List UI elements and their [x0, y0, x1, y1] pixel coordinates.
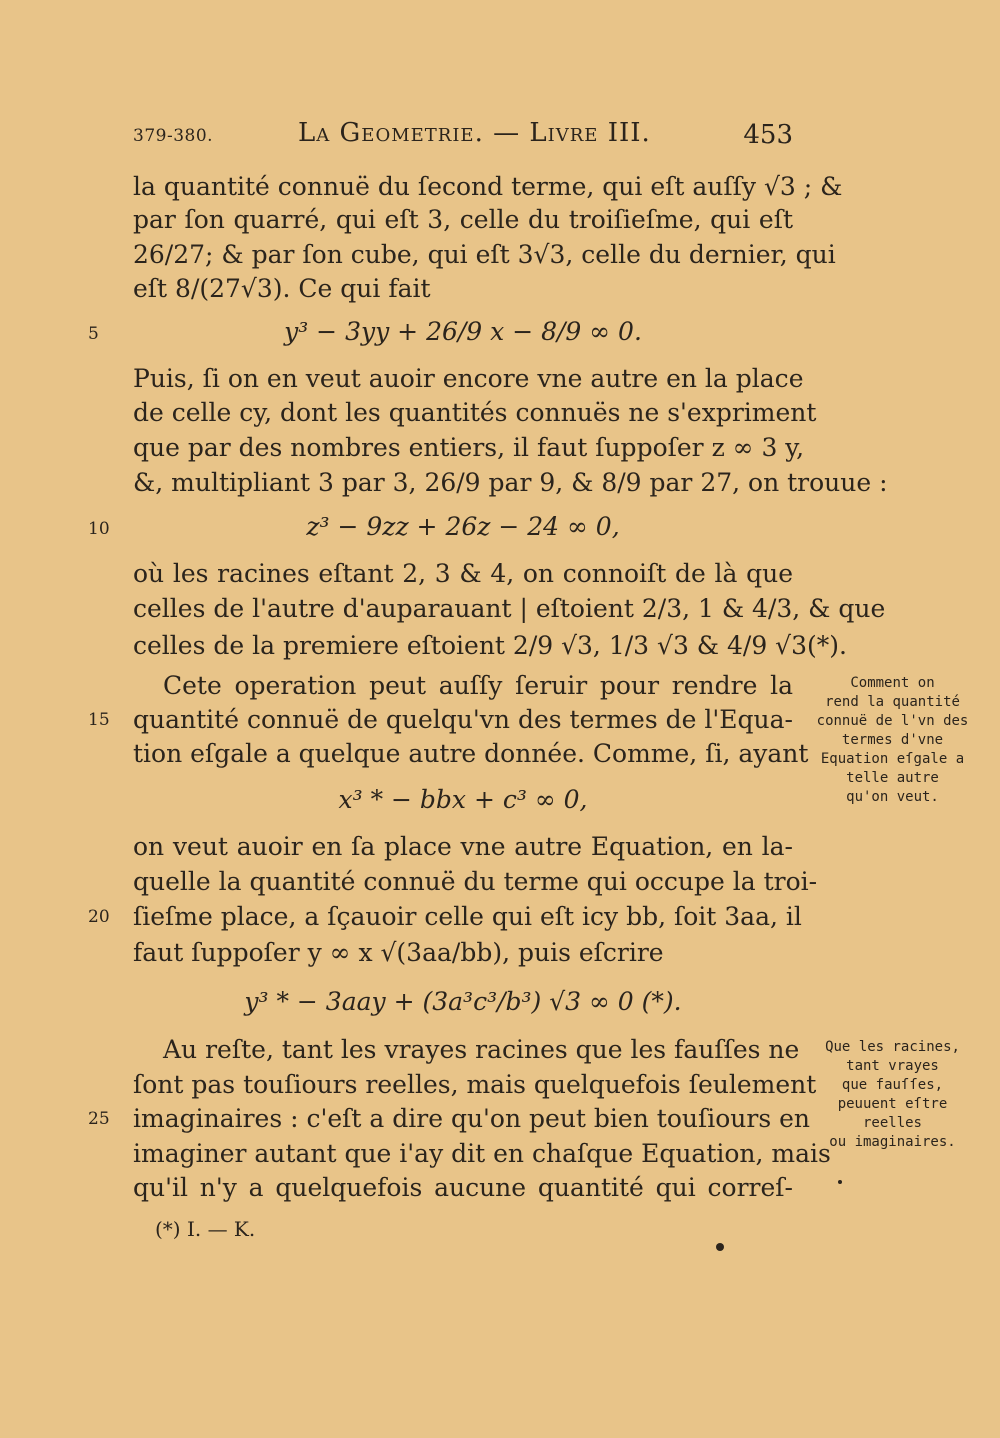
- text-line: qu'il n'y a quelquefois aucune quantité qui correſ-: [133, 1173, 793, 1202]
- text-line: Au reſte, tant les vrayes racines que les fauſſes ne: [163, 1035, 800, 1064]
- equation: y³ − 3yy + 26/9 x − 8/9 ∞ 0.: [284, 317, 642, 346]
- page-number: 453: [743, 120, 793, 150]
- margin-note-line: qu'on veut.: [846, 789, 939, 805]
- running-header: [133, 118, 793, 158]
- text-line: tion eſgale a quelque autre donnée. Comme, ſi, ayant: [133, 739, 809, 768]
- page-range: 379-380.: [133, 126, 214, 146]
- text-line: 26/27; & par ſon cube, qui eſt 3√3, celle du dernier, qui: [133, 240, 836, 269]
- ink-dot: [838, 1180, 842, 1184]
- text-line: faut ſuppoſer y ∞ x √(3aa/bb), puis eſcrire: [133, 938, 664, 967]
- equation: x³ * − bbx + c³ ∞ 0,: [338, 785, 588, 814]
- margin-note-line: telle autre: [846, 770, 939, 786]
- margin-note-line: que fauſſes,: [841, 1077, 944, 1093]
- margin-note-line: rend la quantité: [825, 694, 960, 710]
- text-line: quantité connuë de quelqu'vn des termes de l'Equa-: [133, 705, 793, 734]
- line-number: 25: [88, 1109, 110, 1129]
- margin-note-line: Que les racines,: [825, 1039, 960, 1055]
- text-line: eſt 8/(27√3). Ce qui fait: [133, 274, 431, 303]
- text-line: imaginer autant que i'ay dit en chaſque Equation, mais: [133, 1139, 831, 1168]
- text-line: quelle la quantité connuë du terme qui occupe la troi-: [133, 867, 818, 896]
- text-line: ſont pas touſiours reelles, mais quelquefois ſeulement: [133, 1070, 817, 1099]
- margin-note: [805, 1038, 980, 1152]
- margin-note-line: ou imaginaires.: [829, 1134, 956, 1150]
- ink-dot: [716, 1243, 724, 1251]
- text-line: de celle cy, dont les quantités connuës ne s'expriment: [133, 398, 817, 427]
- equation: z³ − 9zz + 26z − 24 ∞ 0,: [306, 512, 620, 541]
- text-line: celles de la premiere eſtoient 2/9 √3, 1/3 √3 & 4/9 √3(*).: [133, 631, 847, 660]
- margin-note: [805, 674, 980, 807]
- text-line: &, multipliant 3 par 3, 26/9 par 9, & 8/9 par 27, on trouue :: [133, 468, 888, 497]
- line-number: 15: [88, 710, 110, 730]
- footnote: (*) I. — K.: [155, 1217, 256, 1241]
- margin-note-line: termes d'vne: [841, 732, 944, 748]
- margin-note-line: Equation eſgale a: [820, 751, 965, 767]
- text-line: où les racines eſtant 2, 3 & 4, on connoiſt de là que: [133, 559, 793, 588]
- text-line: Cete operation peut auſſy ſeruir pour rendre la: [163, 671, 793, 700]
- text-line: imaginaires : c'eſt a dire qu'on peut bien touſiours en: [133, 1104, 810, 1133]
- line-number: 5: [88, 324, 99, 344]
- equation: y³ * − 3aay + (3a³c³/b³) √3 ∞ 0 (*).: [244, 987, 682, 1016]
- running-title: La Geometrie. — Livre III.: [298, 118, 651, 148]
- text-line: la quantité connuë du ſecond terme, qui eſt auſſy √3 ; &: [133, 172, 843, 201]
- margin-note-line: connuë de l'vn des: [816, 713, 969, 729]
- margin-note-line: peuuent eſtre: [837, 1096, 948, 1112]
- margin-note-line: Comment on: [850, 675, 935, 691]
- line-number: 20: [88, 907, 110, 927]
- text-line: par ſon quarré, qui eſt 3, celle du troiſieſme, qui eſt: [133, 205, 793, 234]
- text-line: que par des nombres entiers, il faut ſuppoſer z ∞ 3 y,: [133, 433, 805, 462]
- text-line: ſieſme place, a ſçauoir celle qui eſt icy bb, ſoit 3aa, il: [133, 902, 802, 931]
- margin-note-line: tant vrayes: [846, 1058, 939, 1074]
- text-line: celles de l'autre d'auparauant | eſtoient 2/3, 1 & 4/3, & que: [133, 594, 886, 623]
- text-line: on veut auoir en ſa place vne autre Equation, en la-: [133, 832, 793, 861]
- margin-note-line: reelles: [862, 1115, 922, 1131]
- line-number: 10: [88, 519, 110, 539]
- text-line: Puis, ſi on en veut auoir encore vne autre en la place: [133, 364, 804, 393]
